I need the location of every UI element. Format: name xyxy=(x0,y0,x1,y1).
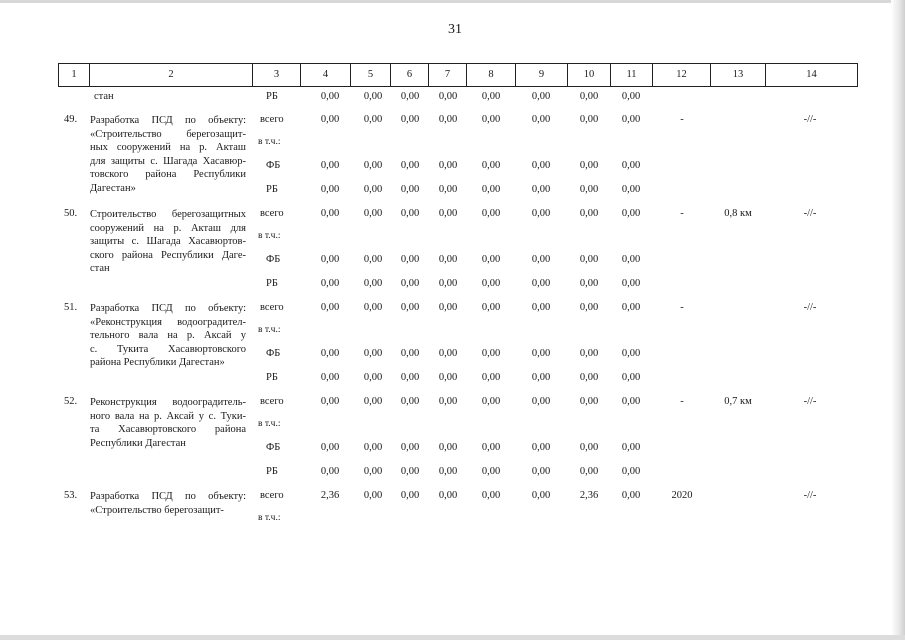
entry-value: 0,00 xyxy=(481,208,501,219)
entry-value: 0,00 xyxy=(579,372,599,383)
entry-col12: - xyxy=(680,302,684,313)
entry-value: 0,00 xyxy=(531,254,551,265)
entry-value: 0,00 xyxy=(531,208,551,219)
entry-col12: - xyxy=(680,208,684,219)
scan-bottom-edge xyxy=(0,635,905,640)
header-col-12: 12 xyxy=(652,64,710,86)
entry-value: 0,00 xyxy=(320,160,340,171)
entry-value: 0,00 xyxy=(438,160,458,171)
continuation-value: 0,00 xyxy=(363,91,383,102)
entry-number: 49. xyxy=(64,114,78,125)
entry-value: 0,00 xyxy=(531,348,551,359)
description-line: стан xyxy=(90,263,110,274)
row-type: ФБ xyxy=(266,160,281,171)
entry-value: 0,00 xyxy=(531,442,551,453)
entry-value: 0,00 xyxy=(579,396,599,407)
description-line: Республики Дагестан xyxy=(90,437,186,449)
entry-value: 0,00 xyxy=(621,442,641,453)
entry-description xyxy=(90,490,246,517)
entry-value: 0,00 xyxy=(579,160,599,171)
entry-description xyxy=(90,396,246,450)
header-col-7: 7 xyxy=(428,64,466,86)
description-line: защиты с. Шагада Хасавюртов- xyxy=(90,236,246,247)
page-number: 31 xyxy=(448,22,462,37)
header-col-6: 6 xyxy=(390,64,428,86)
entry-value: 0,00 xyxy=(481,302,501,313)
description-line: Разработка ПСД по объекту: xyxy=(90,303,246,314)
row-type: ФБ xyxy=(266,348,281,359)
entry-value: 0,00 xyxy=(438,208,458,219)
entry-value: 0,00 xyxy=(320,302,340,313)
description-line: ных сооружений на р. Акташ xyxy=(90,142,246,153)
entry-value: 0,00 xyxy=(481,466,501,477)
row-type: в т.ч.: xyxy=(258,325,281,335)
entry-value: 0,00 xyxy=(438,278,458,289)
row-type: всего xyxy=(260,396,284,407)
continuation-value: 0,00 xyxy=(481,91,501,102)
continuation-text: стан xyxy=(94,91,114,102)
row-type: в т.ч.: xyxy=(258,231,281,241)
entry-value: 0,00 xyxy=(363,466,383,477)
entry-value: 2,36 xyxy=(320,490,340,501)
entry-value: 0,00 xyxy=(363,372,383,383)
description-line: для защиты с. Шагада Хасавюр- xyxy=(90,155,246,167)
continuation-value: 0,00 xyxy=(531,91,551,102)
entry-value: 0,00 xyxy=(481,396,501,407)
continuation-value: 0,00 xyxy=(320,91,340,102)
description-line: сооружений на р. Акташ для xyxy=(90,222,246,234)
description-line: Строительство берегозащитных xyxy=(90,209,246,220)
entry-description xyxy=(90,302,246,370)
entry-value: 0,00 xyxy=(579,114,599,125)
header-col-13: 13 xyxy=(710,64,765,86)
entry-col14: -//- xyxy=(803,114,817,125)
scan-top-edge xyxy=(0,0,905,3)
description-line: товского района Республики xyxy=(90,169,246,180)
entry-value: 0,00 xyxy=(400,302,420,313)
entry-col14: -//- xyxy=(803,302,817,313)
entry-description xyxy=(90,208,246,276)
entry-value: 0,00 xyxy=(481,490,501,501)
entry-value: 0,00 xyxy=(320,466,340,477)
row-type: РБ xyxy=(266,372,278,383)
entry-value: 0,00 xyxy=(621,490,641,501)
entry-col13: 0,8 км xyxy=(724,208,752,219)
entry-value: 0,00 xyxy=(400,348,420,359)
description-line: Реконструкция водооградитель- xyxy=(90,397,246,408)
entry-value: 0,00 xyxy=(320,442,340,453)
table-header xyxy=(58,63,858,87)
description-line: тельного вала на р. Аксай у xyxy=(90,330,246,341)
entry-value: 0,00 xyxy=(481,278,501,289)
header-col-5: 5 xyxy=(350,64,390,86)
entry-value: 0,00 xyxy=(531,372,551,383)
entry-number: 50. xyxy=(64,208,78,219)
entry-value: 0,00 xyxy=(531,466,551,477)
entry-value: 0,00 xyxy=(621,114,641,125)
entry-value: 0,00 xyxy=(621,396,641,407)
entry-value: 0,00 xyxy=(363,302,383,313)
entry-value: 0,00 xyxy=(579,278,599,289)
entry-value: 0,00 xyxy=(363,278,383,289)
entry-value: 0,00 xyxy=(363,114,383,125)
entry-value: 0,00 xyxy=(320,254,340,265)
entry-value: 0,00 xyxy=(481,184,501,195)
entry-value: 0,00 xyxy=(438,442,458,453)
header-col-9: 9 xyxy=(515,64,567,86)
row-type: всего xyxy=(260,490,284,501)
entry-description xyxy=(90,114,246,195)
header-col-1: 1 xyxy=(58,64,89,86)
description-line: с. Тукита Хасавюртовского xyxy=(90,343,246,355)
entry-value: 0,00 xyxy=(621,372,641,383)
entry-value: 0,00 xyxy=(320,114,340,125)
entry-value: 0,00 xyxy=(400,160,420,171)
entry-value: 0,00 xyxy=(363,160,383,171)
entry-number: 51. xyxy=(64,302,78,313)
header-col-8: 8 xyxy=(466,64,515,86)
entry-value: 0,00 xyxy=(621,208,641,219)
entry-value: 0,00 xyxy=(579,208,599,219)
description-line: района Республики Дагестан» xyxy=(90,357,225,368)
row-type: ФБ xyxy=(266,442,281,453)
entry-value: 0,00 xyxy=(320,396,340,407)
entry-col14: -//- xyxy=(803,490,817,501)
continuation-type: РБ xyxy=(266,91,278,102)
description-line: «Реконструкция водооградител- xyxy=(90,316,246,328)
entry-value: 2,36 xyxy=(579,490,599,501)
entry-value: 0,00 xyxy=(438,184,458,195)
entry-value: 0,00 xyxy=(481,160,501,171)
row-type: всего xyxy=(260,302,284,313)
row-type: в т.ч.: xyxy=(258,137,281,147)
entry-value: 0,00 xyxy=(400,372,420,383)
entry-value: 0,00 xyxy=(531,114,551,125)
entry-value: 0,00 xyxy=(531,396,551,407)
continuation-value: 0,00 xyxy=(400,91,420,102)
description-line: ского района Республики Даге- xyxy=(90,249,246,261)
entry-value: 0,00 xyxy=(531,278,551,289)
entry-value: 0,00 xyxy=(400,254,420,265)
header-col-11: 11 xyxy=(610,64,652,86)
entry-value: 0,00 xyxy=(621,184,641,195)
entry-value: 0,00 xyxy=(438,466,458,477)
entry-value: 0,00 xyxy=(579,302,599,313)
entry-value: 0,00 xyxy=(400,466,420,477)
row-type: ФБ xyxy=(266,254,281,265)
entry-col12: - xyxy=(680,114,684,125)
description-line: Разработка ПСД по объекту: xyxy=(90,491,246,502)
header-col-2: 2 xyxy=(89,64,252,86)
entry-value: 0,00 xyxy=(481,114,501,125)
entry-col12: - xyxy=(680,396,684,407)
entry-value: 0,00 xyxy=(579,254,599,265)
header-col-4: 4 xyxy=(300,64,350,86)
entry-value: 0,00 xyxy=(438,396,458,407)
entry-value: 0,00 xyxy=(320,184,340,195)
entry-value: 0,00 xyxy=(438,302,458,313)
entry-value: 0,00 xyxy=(400,278,420,289)
entry-value: 0,00 xyxy=(363,254,383,265)
entry-value: 0,00 xyxy=(438,254,458,265)
entry-value: 0,00 xyxy=(531,160,551,171)
row-type: всего xyxy=(260,208,284,219)
entry-value: 0,00 xyxy=(400,396,420,407)
entry-value: 0,00 xyxy=(363,396,383,407)
entry-number: 52. xyxy=(64,396,78,407)
entry-value: 0,00 xyxy=(481,348,501,359)
description-line: Дагестан» xyxy=(90,182,136,194)
row-type: РБ xyxy=(266,184,278,195)
row-type: РБ xyxy=(266,466,278,477)
description-line: «Строительство берегозащит- xyxy=(90,504,224,516)
entry-value: 0,00 xyxy=(438,114,458,125)
entry-value: 0,00 xyxy=(579,348,599,359)
entry-value: 0,00 xyxy=(621,278,641,289)
entry-value: 0,00 xyxy=(481,442,501,453)
entry-value: 0,00 xyxy=(531,490,551,501)
description-line: ного вала на р. Аксай у с. Туки- xyxy=(90,410,246,422)
row-type: в т.ч.: xyxy=(258,513,281,523)
entry-value: 0,00 xyxy=(531,302,551,313)
entry-value: 0,00 xyxy=(320,278,340,289)
entry-value: 0,00 xyxy=(438,490,458,501)
entry-value: 0,00 xyxy=(438,372,458,383)
entry-value: 0,00 xyxy=(579,442,599,453)
entry-value: 0,00 xyxy=(320,208,340,219)
entry-value: 0,00 xyxy=(320,348,340,359)
row-type: РБ xyxy=(266,278,278,289)
entry-col12: 2020 xyxy=(671,490,693,501)
row-type: в т.ч.: xyxy=(258,419,281,429)
entry-value: 0,00 xyxy=(363,490,383,501)
entry-value: 0,00 xyxy=(363,442,383,453)
entry-value: 0,00 xyxy=(400,208,420,219)
description-line: Разработка ПСД по объекту: xyxy=(90,115,246,126)
entry-col13: 0,7 км xyxy=(724,396,752,407)
entry-value: 0,00 xyxy=(621,466,641,477)
entry-col14: -//- xyxy=(803,396,817,407)
description-line: та Хасавюртовского района xyxy=(90,424,246,435)
entry-value: 0,00 xyxy=(400,184,420,195)
continuation-value: 0,00 xyxy=(579,91,599,102)
header-col-3: 3 xyxy=(252,64,300,86)
entry-value: 0,00 xyxy=(531,184,551,195)
entry-value: 0,00 xyxy=(363,184,383,195)
entry-value: 0,00 xyxy=(579,466,599,477)
entry-value: 0,00 xyxy=(400,114,420,125)
entry-value: 0,00 xyxy=(621,348,641,359)
header-col-10: 10 xyxy=(567,64,610,86)
entry-value: 0,00 xyxy=(400,490,420,501)
entry-value: 0,00 xyxy=(320,372,340,383)
entry-value: 0,00 xyxy=(363,208,383,219)
entry-value: 0,00 xyxy=(621,160,641,171)
continuation-value: 0,00 xyxy=(438,91,458,102)
entry-value: 0,00 xyxy=(481,372,501,383)
header-col-14: 14 xyxy=(765,64,858,86)
description-line: «Строительство берегозащит- xyxy=(90,128,246,140)
row-type: всего xyxy=(260,114,284,125)
entry-value: 0,00 xyxy=(481,254,501,265)
entry-value: 0,00 xyxy=(621,254,641,265)
entry-number: 53. xyxy=(64,490,78,501)
scan-right-edge xyxy=(891,0,905,640)
continuation-value: 0,00 xyxy=(621,91,641,102)
entry-value: 0,00 xyxy=(363,348,383,359)
entry-col14: -//- xyxy=(803,208,817,219)
entry-value: 0,00 xyxy=(579,184,599,195)
entry-value: 0,00 xyxy=(438,348,458,359)
entry-value: 0,00 xyxy=(400,442,420,453)
entry-value: 0,00 xyxy=(621,302,641,313)
